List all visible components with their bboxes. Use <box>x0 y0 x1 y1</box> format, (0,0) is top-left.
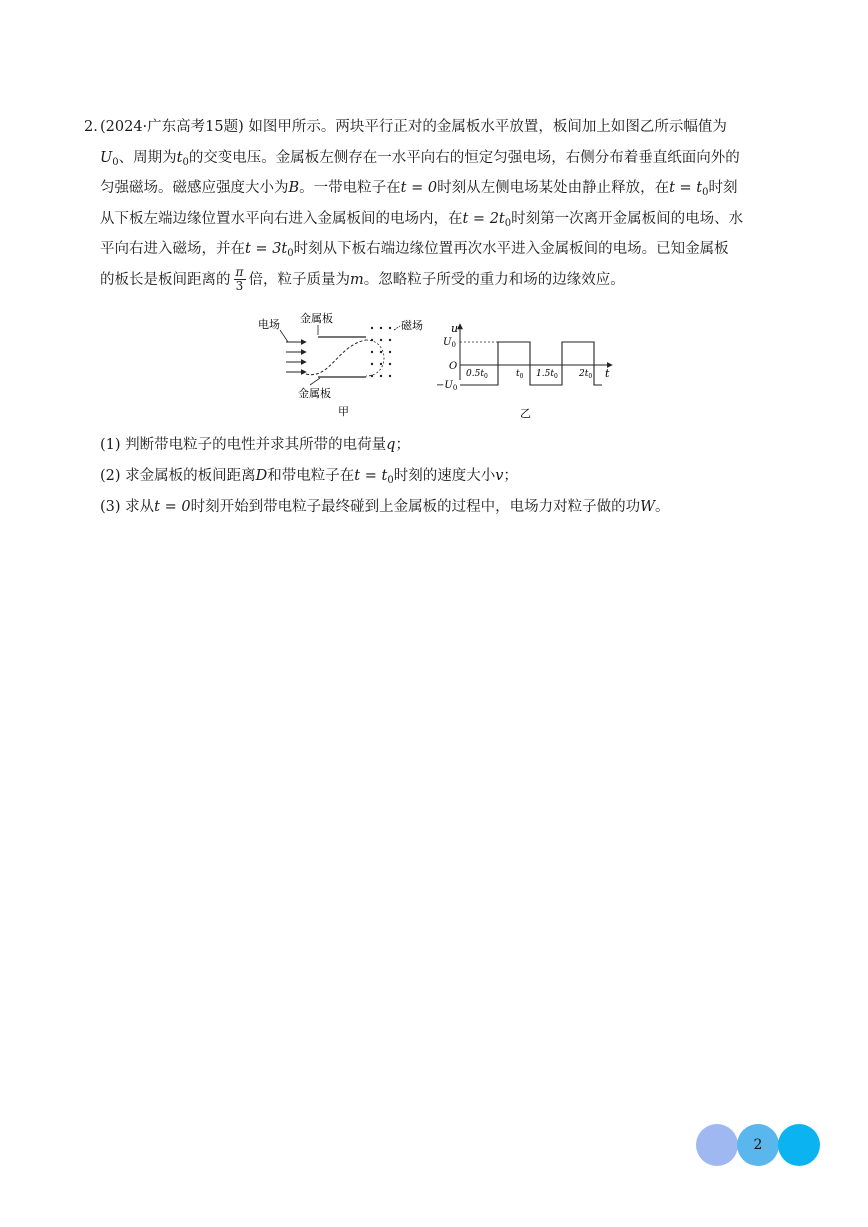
symbol-u0: U <box>100 149 113 166</box>
problem-line-3 <box>84 173 808 204</box>
equation-t-2t0: t = 2t <box>462 210 505 227</box>
problem-text: 匀强磁场。磁感应强度大小为 <box>100 180 289 196</box>
question-text: ； <box>503 468 518 484</box>
label-plate-top: 金属板 <box>300 312 333 325</box>
problem-text: 时刻从下板右端边缘位置再次水平进入金属板间的电场。已知金属板 <box>293 241 729 257</box>
fraction-pi-over-3 <box>234 266 246 293</box>
equation-t-3t0: t = 3t <box>245 241 288 257</box>
equation-t0: t = 0 <box>154 499 191 515</box>
problem-line-2 <box>84 143 808 174</box>
problem-text: 时刻 <box>708 180 738 196</box>
subscript: 0 <box>112 156 119 168</box>
axis-label-t: t <box>605 367 610 380</box>
subscript: 0 <box>182 156 189 168</box>
symbol-v: v <box>495 468 504 484</box>
problem-text: 。忽略粒子所受的重力和场的边缘效应。 <box>363 271 625 288</box>
problem-text: 、周期为 <box>118 149 177 166</box>
question-text: 。 <box>654 499 670 515</box>
tick-0.5t0: $0.5t_0$ <box>466 369 488 380</box>
question-3 <box>100 492 820 523</box>
leader-line <box>310 378 320 385</box>
subscript: 0 <box>702 187 709 198</box>
problem-line-4 <box>84 204 808 235</box>
question-1 <box>100 430 820 461</box>
question-text: 时刻的速度大小 <box>393 468 496 484</box>
figures <box>250 310 620 425</box>
question-text: (3) 求从 <box>100 499 155 515</box>
figure-yi <box>436 322 612 420</box>
problem-number: 2. <box>84 119 98 135</box>
question-text: 时刻开始到带电粒子最终碰到上金属板的过程中，电场力对粒子做的功 <box>190 499 641 515</box>
problem-statement <box>84 112 808 295</box>
subscript: 0 <box>504 217 512 229</box>
problem-text: 的板长是板间距离的 <box>100 271 231 288</box>
symbol-m: m <box>350 271 364 288</box>
problem-text: 从下板左端边缘位置水平向右进入金属板间的电场内，在 <box>100 210 463 227</box>
fraction-denominator: 3 <box>235 279 244 293</box>
problem-text: 的交变电压。金属板左侧存在一水平向右的恒定匀强电场，右侧分布着垂直纸面向外的 <box>188 149 740 166</box>
label-electric-field: 电场 <box>258 318 280 331</box>
magnetic-field-dots <box>371 327 391 377</box>
tick-2t0: $2t_0$ <box>579 369 593 380</box>
figure-jia <box>258 311 423 418</box>
pager-circle-left <box>696 1124 738 1166</box>
label-magnetic-field: 磁场 <box>401 319 423 332</box>
questions <box>100 430 820 523</box>
problem-text: 如图甲所示。两块平行正对的金属板水平放置，板间加上如图乙所示幅值为 <box>248 119 727 135</box>
caption-jia: 甲 <box>338 405 349 418</box>
label-plate-bottom: 金属板 <box>298 387 331 400</box>
particle-arc <box>366 340 384 376</box>
question-text: ； <box>395 437 410 453</box>
problem-line-6 <box>84 265 808 296</box>
symbol-t0: t <box>176 149 183 166</box>
pager-circle-right <box>778 1124 820 1166</box>
question-text: (2) 求金属板的板间距离 <box>100 468 256 484</box>
page-indicator <box>696 1124 824 1168</box>
fraction-numerator: π <box>235 265 244 279</box>
symbol-d: D <box>255 468 268 484</box>
tick-t0: $t_0$ <box>516 369 524 380</box>
problem-line-1 <box>84 112 808 143</box>
page-number: 2 <box>753 1137 763 1153</box>
caption-yi: 乙 <box>520 407 531 420</box>
question-text: 和带电粒子在 <box>267 468 355 484</box>
subscript: 0 <box>287 248 294 259</box>
equation-t-t0: t = t <box>669 180 703 196</box>
problem-text: 倍，粒子质量为 <box>248 271 350 288</box>
particle-trajectory <box>306 340 366 375</box>
label-u0: $U_0$ <box>443 337 456 349</box>
equation-t-t0: t = t <box>354 468 388 484</box>
problem-source: (2024·广东高考15题) <box>100 119 244 135</box>
question-text: (1) 判断带电粒子的电性并求其所带的电荷量 <box>100 437 387 453</box>
axis-label-u: u <box>451 322 459 335</box>
question-2 <box>100 461 820 492</box>
tick-1.5t0: $1.5t_0$ <box>536 369 558 380</box>
subscript: 0 <box>387 475 394 486</box>
problem-text: 时刻第一次离开金属板间的电场、水 <box>511 210 744 227</box>
problem-text: 。一带电粒子在 <box>299 180 401 196</box>
origin-label: O <box>449 361 458 372</box>
symbol-q: q <box>386 437 396 453</box>
problem-line-5 <box>84 234 808 265</box>
symbol-b: B <box>288 180 300 196</box>
symbol-w: W <box>640 499 655 515</box>
leader-line <box>394 326 400 330</box>
equation-t0: t = 0 <box>400 180 438 196</box>
leader-line <box>280 330 288 342</box>
label-neg-u0: $-U_0$ <box>436 380 458 392</box>
problem-text: 时刻从左侧电场某处由静止释放，在 <box>437 180 670 196</box>
problem-text: 平向右进入磁场，并在 <box>100 241 245 257</box>
